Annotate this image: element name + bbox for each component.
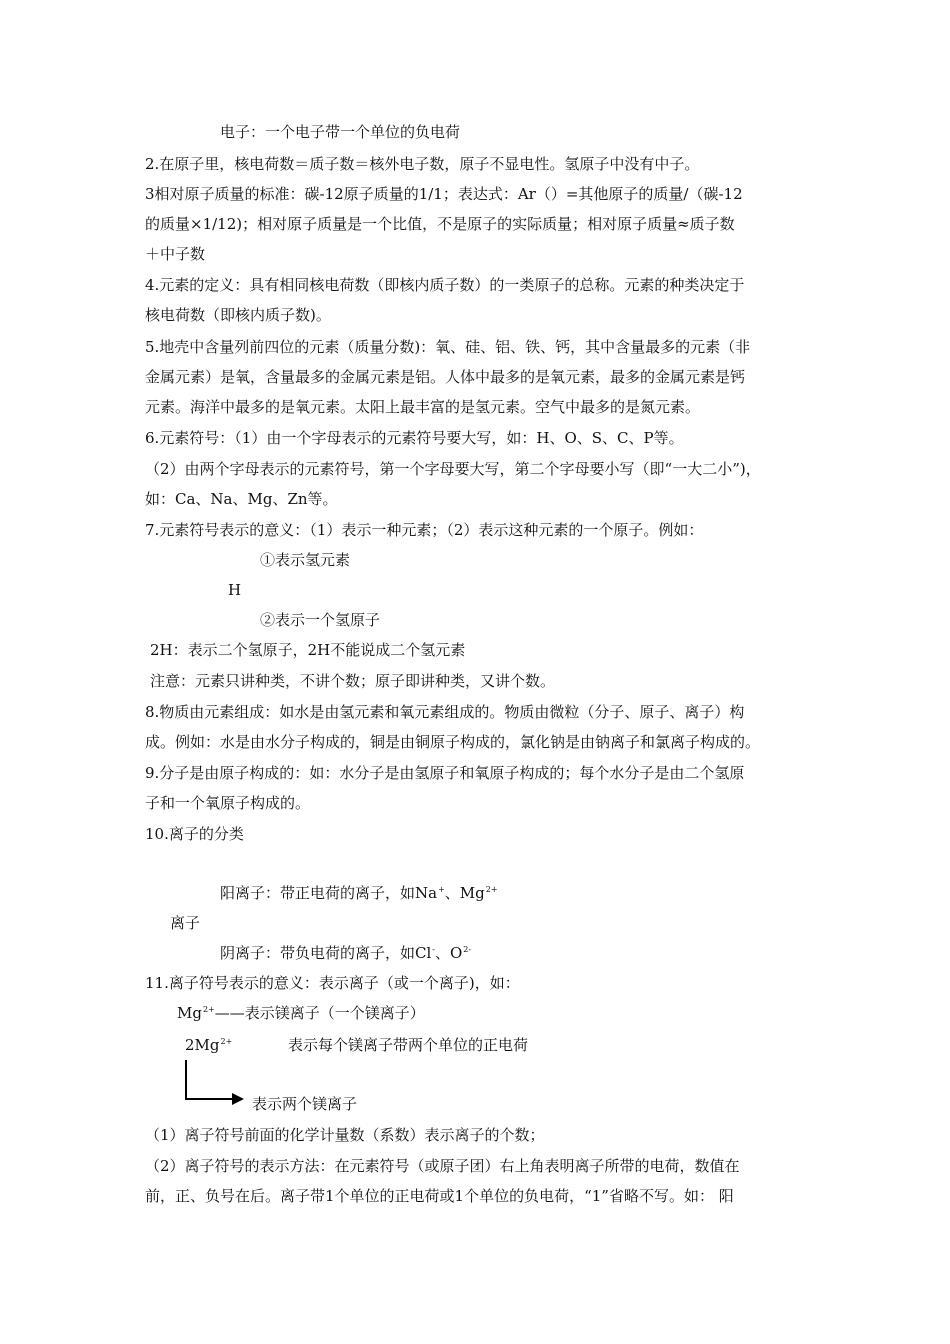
line-anion	[220, 943, 471, 966]
line-item-5c: 元素。海洋中最多的是氧元素。太阳上最丰富的是氢元素。空气中最多的是氮元素。	[145, 398, 701, 416]
line-item-9a: 9.分子是由原子构成的：如：水分子是由氢原子和氧原子构成的；每个水分子是由二个氢原	[145, 764, 745, 782]
line-sub-2a: （2）离子符号的表示方法：在元素符号（或原子团）右上角表明离子所带的电荷，数值在	[145, 1157, 740, 1175]
mg-symbol: Mg	[177, 1004, 202, 1022]
line-sub-1: （1）离子符号前面的化学计量数（系数）表示离子的个数；	[145, 1126, 545, 1144]
line-item-9b: 子和一个氧原子构成的。	[145, 794, 311, 812]
line-sub-2b: 前，正、负号在后。离子带1个单位的正电荷或1个单位的负电荷，“1”省略不写。如： 阳	[145, 1187, 734, 1205]
line-electron: 电子：一个电子带一个单位的负电荷	[220, 123, 461, 141]
line-item-11: 11.离子符号表示的意义：表示离子（或一个离子)，如：	[145, 974, 520, 992]
arrow-horizontal	[185, 1098, 233, 1100]
line-item-3b: 的质量×1/12)；相对原子质量是一个比值，不是原子的实际质量；相对原子质量≈质子数	[145, 215, 735, 233]
line-item-2: 2.在原子里，核电荷数＝质子数＝核外电子数，原子不显电性。氢原子中没有中子。	[145, 155, 700, 173]
anion-mid: 、O	[434, 944, 463, 962]
mg-ion-charge: 2+	[202, 1005, 215, 1014]
line-2mg-count-meaning: 表示两个镁离子	[252, 1095, 358, 1113]
line-2h: 2H：表示二个氢原子，2H不能说成二个氢元素	[150, 641, 466, 659]
line-note: 注意：元素只讲种类，不讲个数；原子即讲种类，又讲个数。	[150, 672, 556, 690]
line-item-3a: 3相对原子质量的标准：碳-12原子质量的1/1；表达式：Ar（）=其他原子的质量/（碳-12	[145, 185, 743, 203]
line-item-6c: 如：Ca、Na、Mg、Zn等。	[145, 490, 338, 508]
line-item-5b: 金属元素）是氧，含量最多的金属元素是铝。人体中最多的是氧元素，最多的金属元素是钙	[145, 368, 746, 386]
line-item-3c: ＋中子数	[145, 245, 206, 263]
line-item-4b: 核电荷数（即核内质子数)。	[145, 306, 331, 324]
anion-text: 阴离子：带负电荷的离子，如Cl	[220, 944, 432, 962]
cl-charge: -	[432, 945, 435, 954]
na-charge: +	[438, 885, 445, 894]
mg-ion-desc: ——表示镁离子（一个镁离子）	[214, 1004, 425, 1022]
2mg-symbol: 2Mg	[185, 1036, 220, 1054]
2mg-charge: 2+	[220, 1037, 233, 1046]
line-item-10: 10.离子的分类	[145, 825, 244, 843]
arrow-vertical	[185, 1060, 187, 1100]
line-2mg-charge-meaning: 表示每个镁离子带两个单位的正电荷	[288, 1036, 529, 1054]
line-item-8b: 成。例如：水是由水分子构成的，铜是由铜原子构成的，氯化钠是由钠离子和氯离子构成的。	[145, 733, 761, 751]
line-item-4a: 4.元素的定义：具有相同核电荷数（即核内质子数）的一类原子的总称。元素的种类决定于	[145, 276, 745, 294]
line-item-6b: （2）由两个字母表示的元素符号，第一个字母要大写，第二个字母要小写（即“一大二小”)，	[145, 460, 761, 478]
line-h-symbol: H	[228, 581, 242, 599]
cation-text: 阳离子：带正电荷的离子，如Na	[220, 884, 438, 902]
line-cation	[220, 883, 498, 906]
line-item-5a: 5.地壳中含量列前四位的元素（质量分数)：氧、硅、铝、铁、钙，其中含量最多的元素（非	[145, 338, 751, 356]
line-item-7: 7.元素符号表示的意义：（1）表示一种元素；（2）表示这种元素的一个原子。例如：	[145, 521, 704, 539]
line-2mg	[185, 1035, 232, 1058]
line-item-6a: 6.元素符号：（1）由一个字母表示的元素符号要大写，如：H、O、S、C、P等。	[145, 429, 684, 447]
line-mg-ion	[177, 1003, 425, 1026]
cation-mid: 、Mg	[444, 884, 485, 902]
mg-charge: 2+	[485, 885, 498, 894]
line-h-meaning-1: ①表示氢元素	[260, 551, 351, 569]
line-h-meaning-2: ②表示一个氢原子	[260, 611, 381, 629]
o-charge: 2-	[463, 945, 472, 954]
line-ion-label: 离子	[170, 914, 201, 932]
line-item-8a: 8.物质由元素组成：如水是由氢元素和氧元素组成的。物质由微粒（分子、原子、离子）构	[145, 703, 745, 721]
arrow-head-icon	[232, 1093, 244, 1105]
